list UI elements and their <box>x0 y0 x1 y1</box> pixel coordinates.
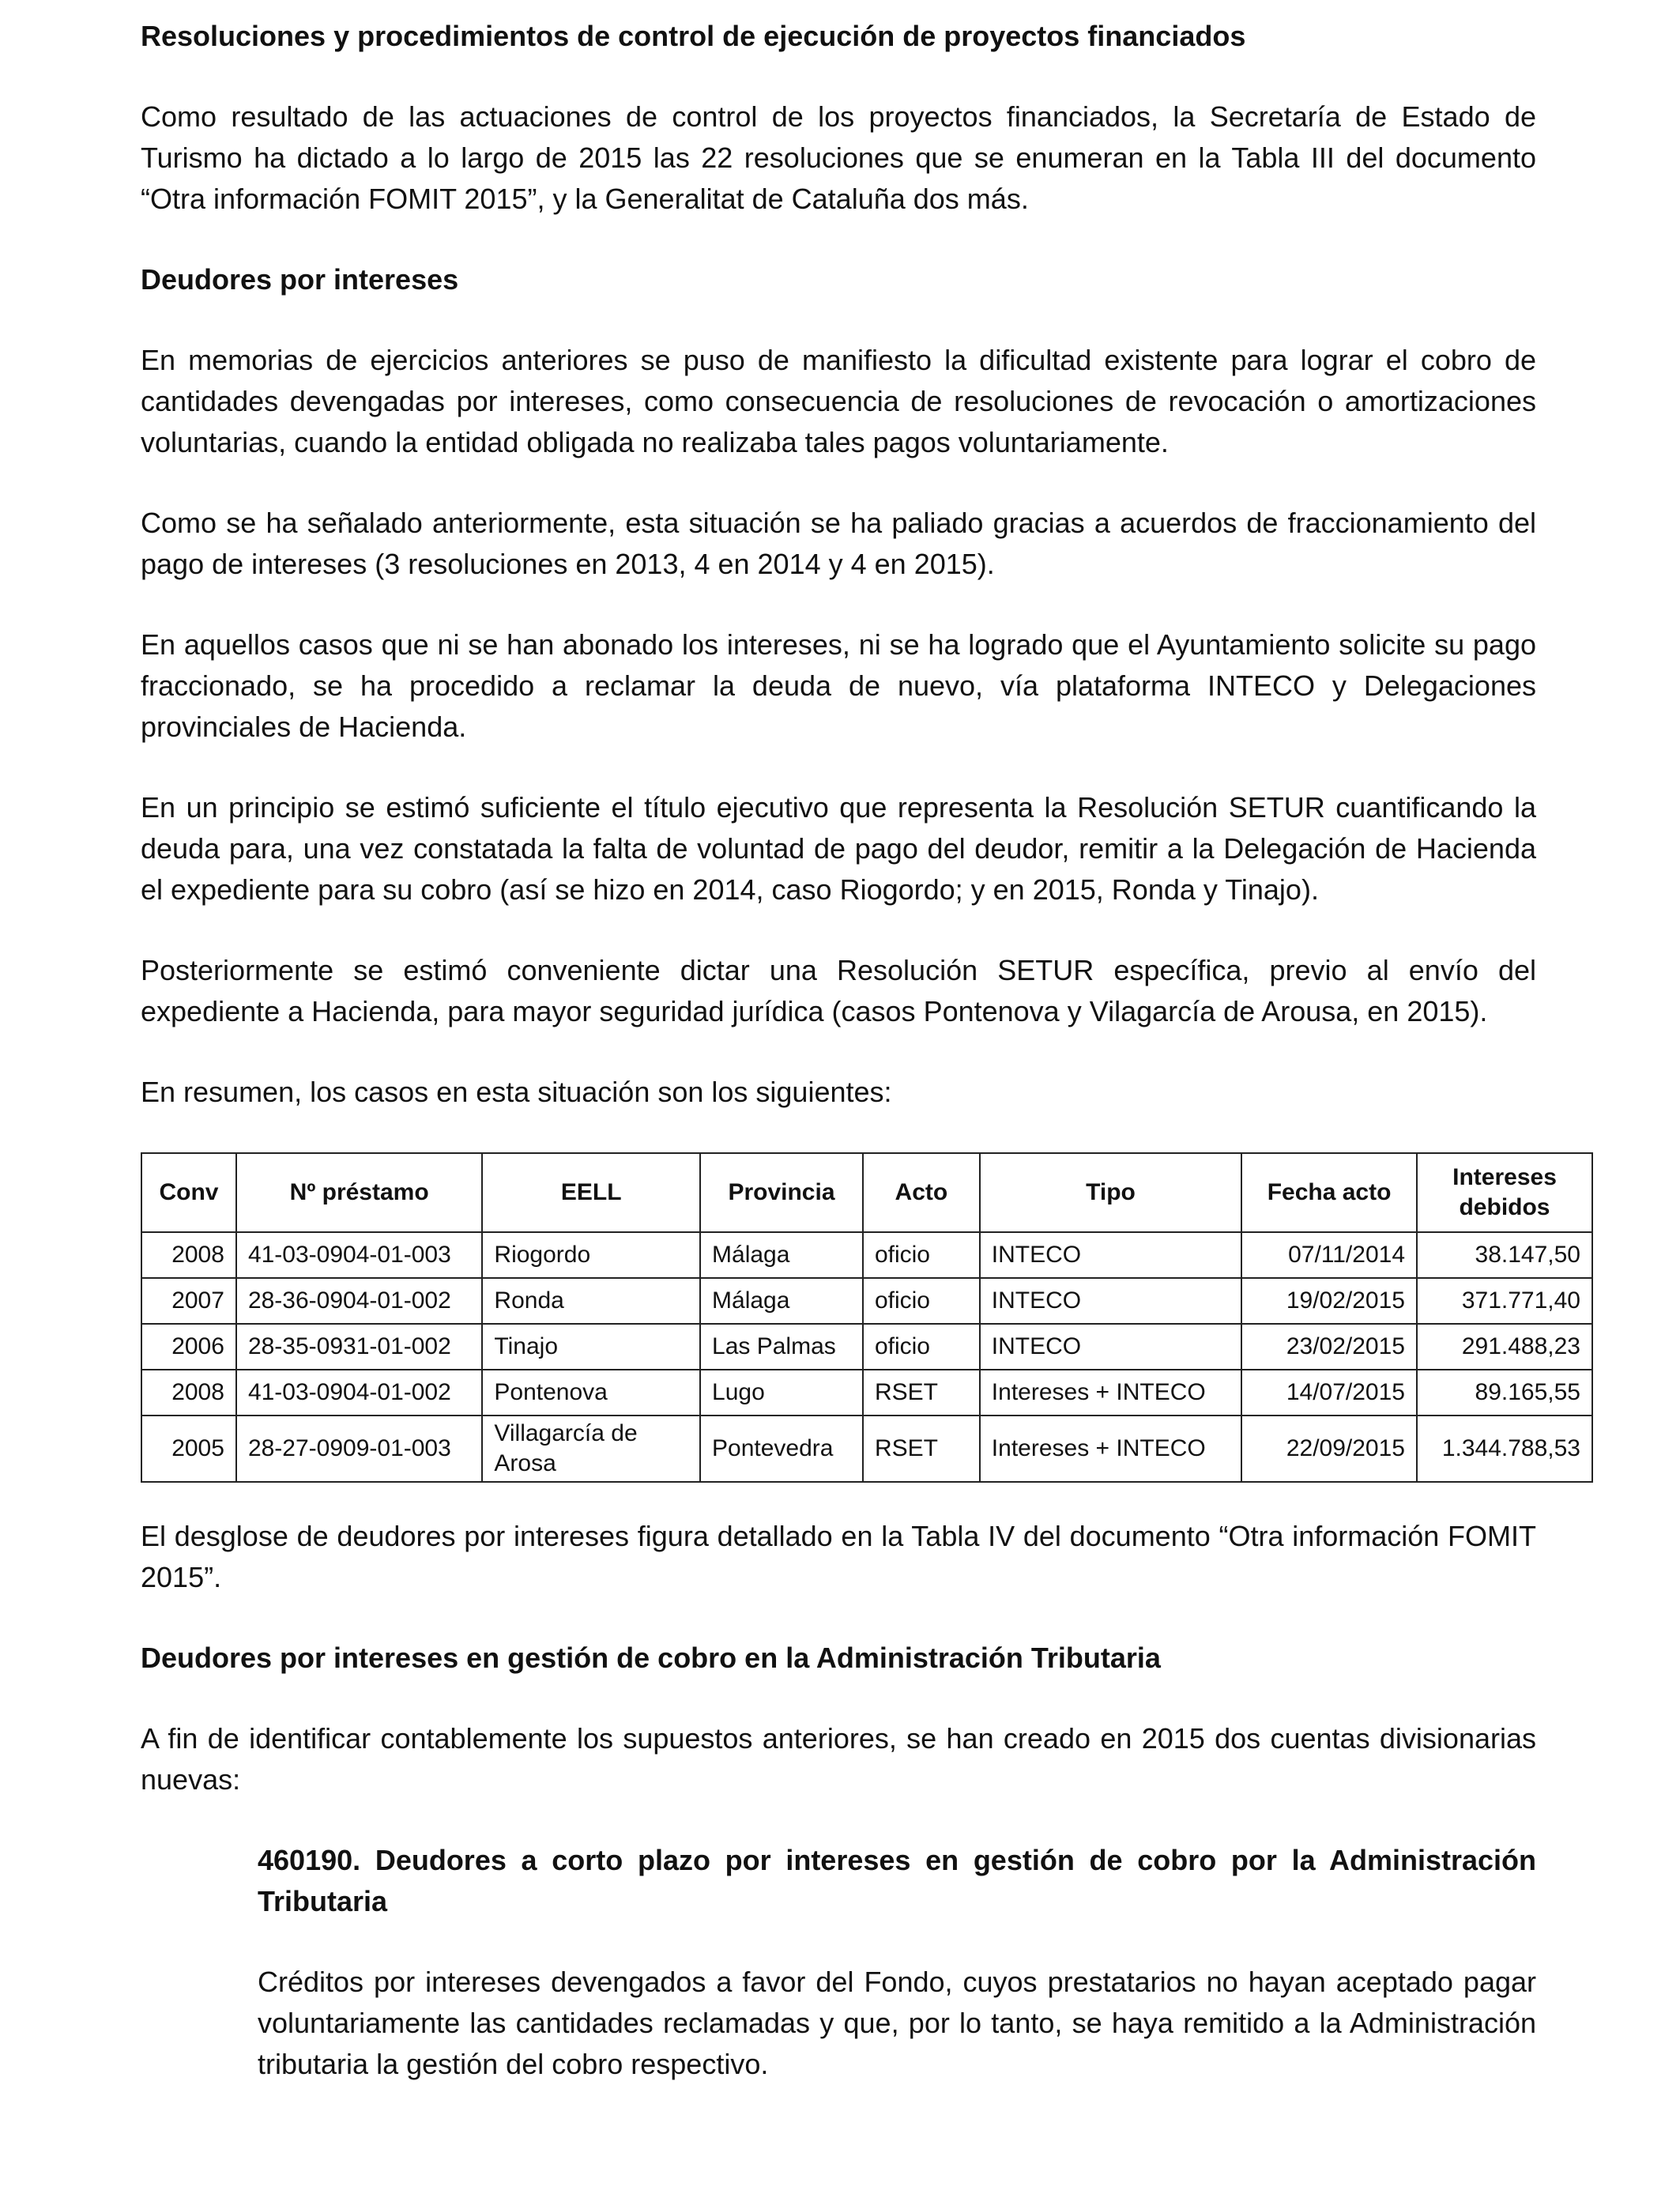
cell-act-date: 22/09/2015 <box>1241 1416 1417 1482</box>
table-row <box>141 1232 1592 1278</box>
cell-eell: Villagarcía de Arosa <box>482 1416 700 1482</box>
paragraph-executive-title: En un principio se estimó suficiente el título ejecutivo que representa la Resolución SETUR cuantificando la deuda para, una vez constatada la falta de voluntad de pago del deudor, remitir a la Delegación de Hacienda el expediente para su cobro (así se hizo en 2014, caso Riogordo; y en 2015, Ronda y Tinajo). <box>141 791 1536 906</box>
header-act-date: Fecha acto <box>1241 1153 1417 1232</box>
cell-interest-owed: 291.488,23 <box>1417 1324 1592 1370</box>
cell-province: Pontevedra <box>700 1416 863 1482</box>
paragraph-unpaid-claims: En aquellos casos que ni se han abonado los intereses, ni se ha logrado que el Ayuntamiento solicite su pago fraccionado, se ha procedido a reclamar la deuda de nuevo, vía plataforma INTECO y Delegaciones provinciales de Hacienda. <box>141 628 1536 743</box>
cell-act: oficio <box>863 1232 980 1278</box>
cell-province: Málaga <box>700 1278 863 1324</box>
cell-act-date: 19/02/2015 <box>1241 1278 1417 1324</box>
cell-act-date: 23/02/2015 <box>1241 1324 1417 1370</box>
cell-act: oficio <box>863 1324 980 1370</box>
cell-conv: 2005 <box>141 1416 236 1482</box>
paragraph-new-accounts: A fin de identificar contablemente los supuestos anteriores, se han creado en 2015 dos cuentas divisionarias nuevas: <box>141 1722 1536 1796</box>
cell-interest-owed: 1.344.788,53 <box>1417 1416 1592 1482</box>
header-loan-number: Nº préstamo <box>236 1153 482 1232</box>
cell-conv: 2007 <box>141 1278 236 1324</box>
table-row <box>141 1278 1592 1324</box>
cell-conv: 2008 <box>141 1232 236 1278</box>
document-body <box>141 16 1580 2085</box>
header-conv: Conv <box>141 1153 236 1232</box>
cell-act: RSET <box>863 1416 980 1482</box>
cell-loan-number: 41-03-0904-01-002 <box>236 1370 482 1416</box>
paragraph-control-results: Como resultado de las actuaciones de control de los proyectos financiados, la Secretaría de Estado de Turismo ha dictado a lo largo de 2015 las 22 resoluciones que se enumeran en la Tabla III del documento “Otra información FOMIT 2015”, y la Generalitat de Cataluña dos más. <box>141 100 1536 215</box>
section-heading-tax-administration: Deudores por intereses en gestión de cobro en la Administración Tributaria <box>141 1642 1161 1674</box>
cell-type: Intereses + INTECO <box>980 1416 1241 1482</box>
cell-province: Lugo <box>700 1370 863 1416</box>
cell-interest-owed: 38.147,50 <box>1417 1232 1592 1278</box>
table-header-row <box>141 1153 1592 1232</box>
cell-eell: Riogordo <box>482 1232 700 1278</box>
table-row <box>141 1324 1592 1370</box>
cell-conv: 2006 <box>141 1324 236 1370</box>
cell-act-date: 14/07/2015 <box>1241 1370 1417 1416</box>
account-block <box>258 1840 1536 2085</box>
cell-interest-owed: 89.165,55 <box>1417 1370 1592 1416</box>
section-heading-debtors: Deudores por intereses <box>141 263 459 296</box>
header-type: Tipo <box>980 1153 1241 1232</box>
header-interest-owed: Intereses debidos <box>1417 1153 1592 1232</box>
paragraph-previous-reports: En memorias de ejercicios anteriores se puso de manifiesto la dificultad existente para lograr el cobro de cantidades devengadas por intereses, como consecuencia de resoluciones de revocación o amortizaciones voluntarias, cuando la entidad obligada no realizaba tales pagos voluntariamente. <box>141 344 1536 458</box>
cell-type: INTECO <box>980 1324 1241 1370</box>
cell-type: INTECO <box>980 1232 1241 1278</box>
section-heading-control: Resoluciones y procedimientos de control de ejecución de proyectos financiados <box>141 20 1246 52</box>
cell-province: Las Palmas <box>700 1324 863 1370</box>
account-description: Créditos por intereses devengados a favor del Fondo, cuyos prestatarios no hayan aceptado pagar voluntariamente las cantidades reclamadas y que, por lo tanto, se haya remitido a la Administración tributaria la gestión del cobro respectivo. <box>258 1966 1536 2080</box>
table-row <box>141 1370 1592 1416</box>
cell-act: oficio <box>863 1278 980 1324</box>
header-eell: EELL <box>482 1153 700 1232</box>
cell-type: INTECO <box>980 1278 1241 1324</box>
debtors-table <box>141 1152 1593 1483</box>
cell-interest-owed: 371.771,40 <box>1417 1278 1592 1324</box>
cell-loan-number: 41-03-0904-01-003 <box>236 1232 482 1278</box>
cell-conv: 2008 <box>141 1370 236 1416</box>
cell-loan-number: 28-36-0904-01-002 <box>236 1278 482 1324</box>
cell-act-date: 07/11/2014 <box>1241 1232 1417 1278</box>
cell-eell: Ronda <box>482 1278 700 1324</box>
table-row <box>141 1416 1592 1482</box>
header-province: Provincia <box>700 1153 863 1232</box>
cell-act: RSET <box>863 1370 980 1416</box>
paragraph-specific-resolution: Posteriormente se estimó conveniente dictar una Resolución SETUR específica, previo al envío del expediente a Hacienda, para mayor seguridad jurídica (casos Pontenova y Vilagarcía de Arousa, en 2015). <box>141 954 1536 1027</box>
account-title: 460190. Deudores a corto plazo por intereses en gestión de cobro por la Administración Tributaria <box>258 1844 1536 1917</box>
header-act: Acto <box>863 1153 980 1232</box>
table-intro: En resumen, los casos en esta situación son los siguientes: <box>141 1076 892 1108</box>
cell-type: Intereses + INTECO <box>980 1370 1241 1416</box>
cell-eell: Tinajo <box>482 1324 700 1370</box>
paragraph-installment-agreements: Como se ha señalado anteriormente, esta situación se ha paliado gracias a acuerdos de fraccionamiento del pago de intereses (3 resoluciones en 2013, 4 en 2014 y 4 en 2015). <box>141 507 1536 580</box>
cell-province: Málaga <box>700 1232 863 1278</box>
cell-eell: Pontenova <box>482 1370 700 1416</box>
paragraph-breakdown: El desglose de deudores por intereses figura detallado en la Tabla IV del documento “Otra información FOMIT 2015”. <box>141 1520 1536 1593</box>
cell-loan-number: 28-35-0931-01-002 <box>236 1324 482 1370</box>
cell-loan-number: 28-27-0909-01-003 <box>236 1416 482 1482</box>
